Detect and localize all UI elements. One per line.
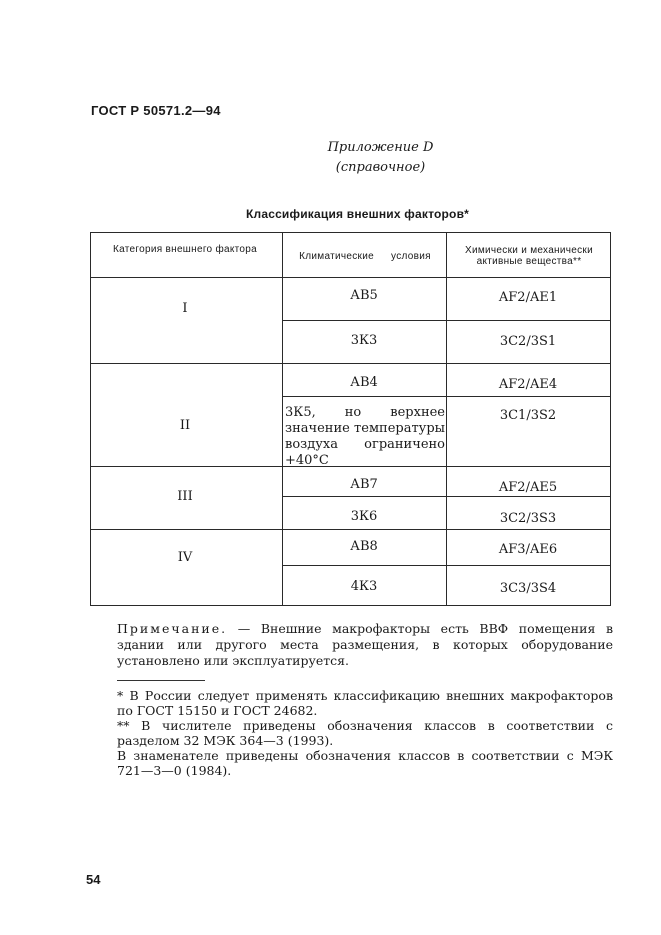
chemical-value: 3C2/3S3 [499,511,557,526]
table-title-text: Классификация внешних факторов* [245,207,470,221]
classification-table [90,232,611,606]
page-number: 54 [86,872,101,887]
climatic-value: 3К5, но верхнее значение температуры воздуха ограничено +40°С [285,405,445,468]
climatic-value: 3К6 [350,509,378,524]
table-right-border [610,232,611,606]
climatic-value: АВ4 [350,375,378,390]
climatic-value: АВ7 [350,477,378,492]
footnote: ** В числителе приведены обозначения классов в соответствии с разделом 32 МЭК 364—3 (1993). [117,718,613,748]
chemical-value: AF2/AE1 [498,290,558,305]
chemical-value: AF2/AE4 [498,377,558,392]
column-header-climatic: Климатические условия [299,251,431,262]
row-separator [282,396,611,397]
table-bottom-border [90,605,611,606]
climatic-value: 3К3 [350,333,378,348]
category-label: IV [177,550,193,565]
group-separator [90,363,611,364]
chemical-value: AF2/AE5 [498,480,558,495]
climatic-value: 4К3 [350,579,378,594]
chemical-value: 3C1/3S2 [499,408,557,423]
appendix-type: (справочное) [335,160,426,175]
table-title [0,207,661,221]
column-header-chemical: Химически и механически активные вещества** [465,245,593,267]
appendix-name: Приложение D [327,140,434,155]
row-separator [282,565,611,566]
table-note [117,621,613,669]
chemical-value: 3C2/3S1 [499,334,557,349]
climatic-value: АВ5 [350,288,378,303]
footnote: * В России следует применять классификацию внешних макрофакторов по ГОСТ 15150 и ГОСТ 24682. [117,688,613,718]
row-separator [282,320,611,321]
group-separator [90,529,611,530]
climatic-value: АВ8 [350,539,378,554]
table-top-border [90,232,611,233]
document-header: ГОСТ Р 50571.2—94 [91,103,221,118]
row-separator [282,496,611,497]
footnote-separator [117,680,205,681]
chemical-value: 3C3/3S4 [499,581,557,596]
header-bottom-border [90,277,611,278]
note-text: — Внешние макрофакторы есть ВВФ помещения в здании или другого места размещения, в которых оборудование установлено или эксплуатируется. [117,621,614,668]
category-label: II [179,418,191,433]
column-header-category: Категория внешнего фактора [112,244,258,255]
footnote: В знаменателе приведены обозначения классов в соответствии с МЭК 721—3—0 (1984). [117,748,613,778]
category-label: I [182,301,188,316]
note-label: Примечание. [117,621,228,636]
category-label: III [177,489,193,504]
chemical-value: AF3/AE6 [498,542,558,557]
